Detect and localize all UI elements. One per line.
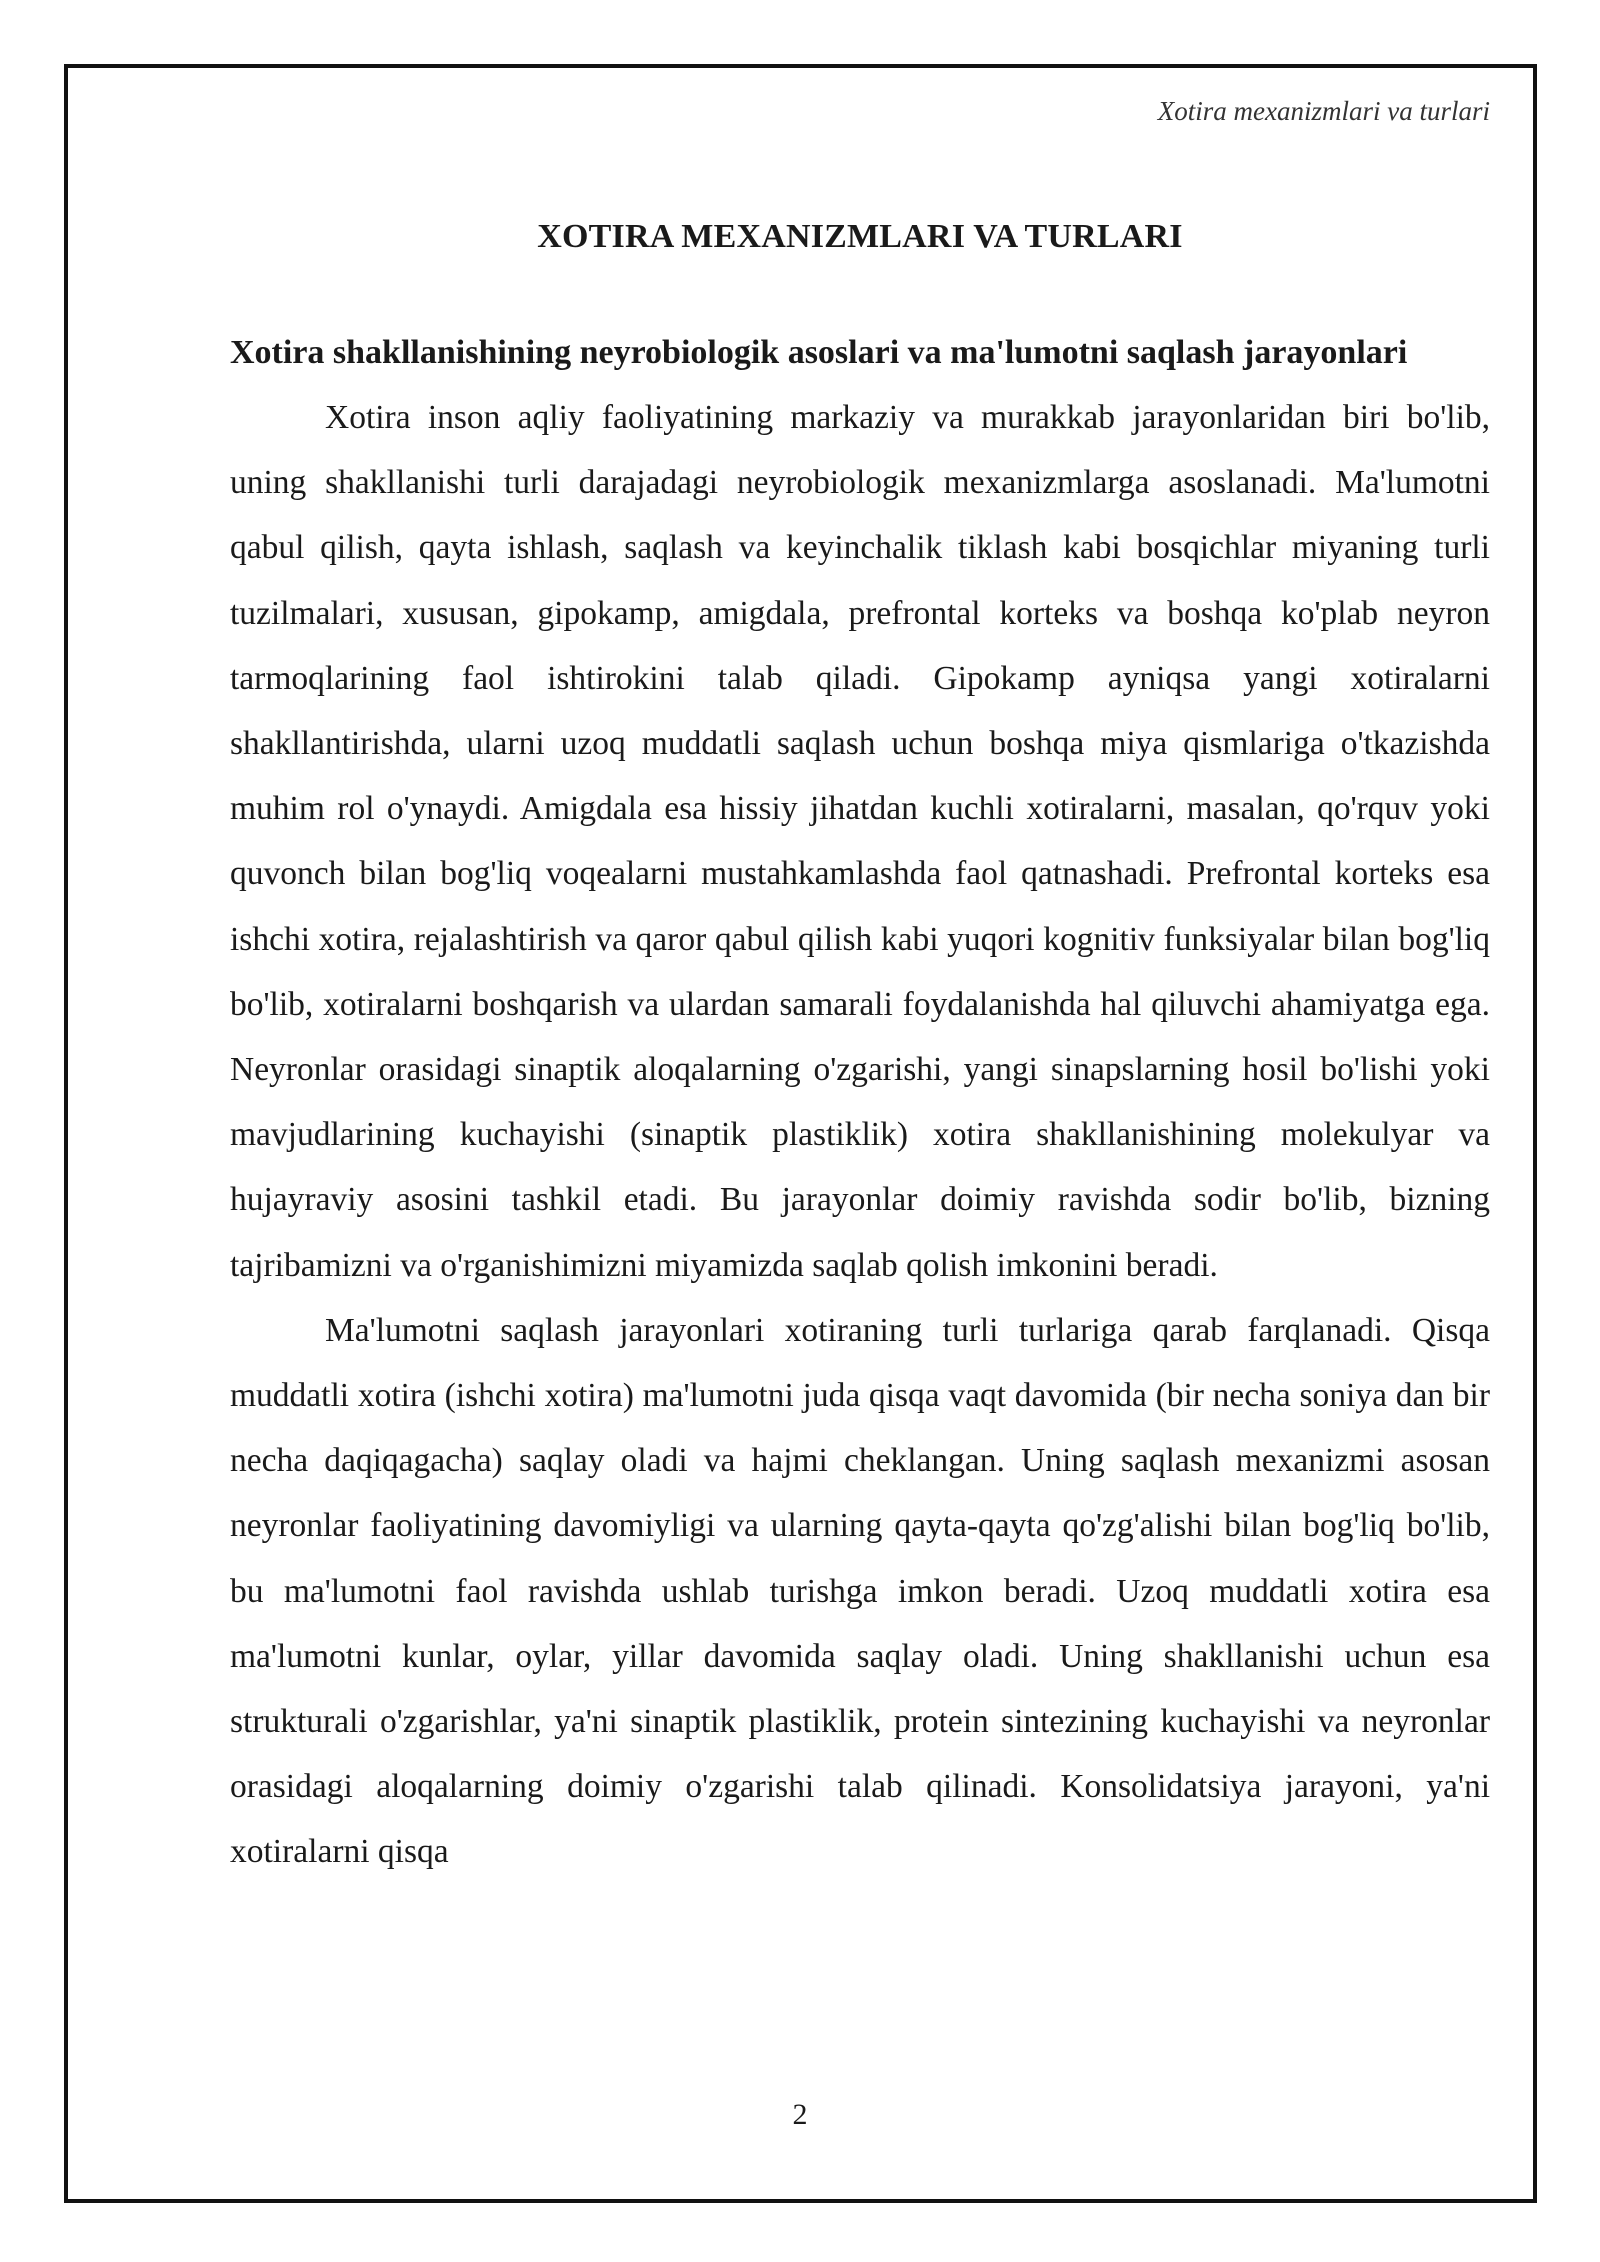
running-header: Xotira mexanizmlari va turlari (1157, 96, 1490, 126)
section-heading: Xotira shakllanishining neyrobiologik asoslari va ma'lumotni saqlash jarayonlari (230, 334, 1408, 371)
paragraph-2: Ma'lumotni saqlash jarayonlari xotiraning turli turlariga qarab farqlanadi. Qisqa muddatli xotira (ishchi xotira) ma'lumotni juda qisqa vaqt davomida (bir necha soniya dan bir necha daqiqagacha) saqlay oladi va hajmi cheklangan. Uning saqlash mexanizmi asosan neyronlar faoliyatining davomiyligi va ularning qayta-qayta qo'zg'alishi bilan bog'liq bo'lib, bu ma'lumotni faol ravishda ushlab turishga imkon beradi. Uzoq muddatli xotira esa ma'lumotni kunlar, oylar, yillar davomida saqlay oladi. Uning shakllanishi uchun esa strukturali o'zgarishlar, ya'ni sinaptik plastiklik, protein sintezining kuchayishi va neyronlar orasidagi aloqalarning doimiy o'zgarishi talab qilinadi. Konsolidatsiya jarayoni, ya'ni xotiralarni qisqa (230, 1311, 1490, 1871)
paragraph-1: Xotira inson aqliy faoliyatining markaziy va murakkab jarayonlaridan biri bo'lib, uning shakllanishi turli darajadagi neyrobiologik mexanizmlarga asoslanadi. Ma'lumotni qabul qilish, qayta ishlash, saqlash va keyinchalik tiklash kabi bosqichlar miyaning turli tuzilmalari, xususan, gipokamp, amigdala, prefrontal korteks va boshqa ko'plab neyron tarmoqlarining faol ishtirokini talab qiladi. Gipokamp ayniqsa yangi xotiralarni shakllantirishda, ularni uzoq muddatli saqlash uchun boshqa miya qismlariga o'tkazishda muhim rol o'ynaydi. Amigdala esa hissiy jihatdan kuchli xotiralarni, masalan, qo'rquv yoki quvonch bilan bog'liq voqealarni mustahkamlashda faol qatnashadi. Prefrontal korteks esa ishchi xotira, rejalashtirish va qaror qabul qilish kabi yuqori kognitiv funksiyalar bilan bog'liq bo'lib, xotiralarni boshqarish va ulardan samarali foydalanishda hal qiluvchi ahamiyatga ega. Neyronlar orasidagi sinaptik aloqalarning o'zgarishi, yangi sinapslarning hosil bo'lishi yoki mavjudlarining kuchayishi (sinaptik plastiklik) xotira shakllanishining molekulyar va hujayraviy asosini tashkil etadi. Bu jarayonlar doimiy ravishda sodir bo'lib, bizning tajribamizni va o'rganishimizni miyamizda saqlab qolish imkonini beradi. (230, 399, 1490, 1284)
page-number: 2 (792, 2098, 808, 2131)
document-title: XOTIRA MEXANIZMLARI VA TURLARI (537, 218, 1183, 255)
document-body (230, 320, 1490, 1885)
